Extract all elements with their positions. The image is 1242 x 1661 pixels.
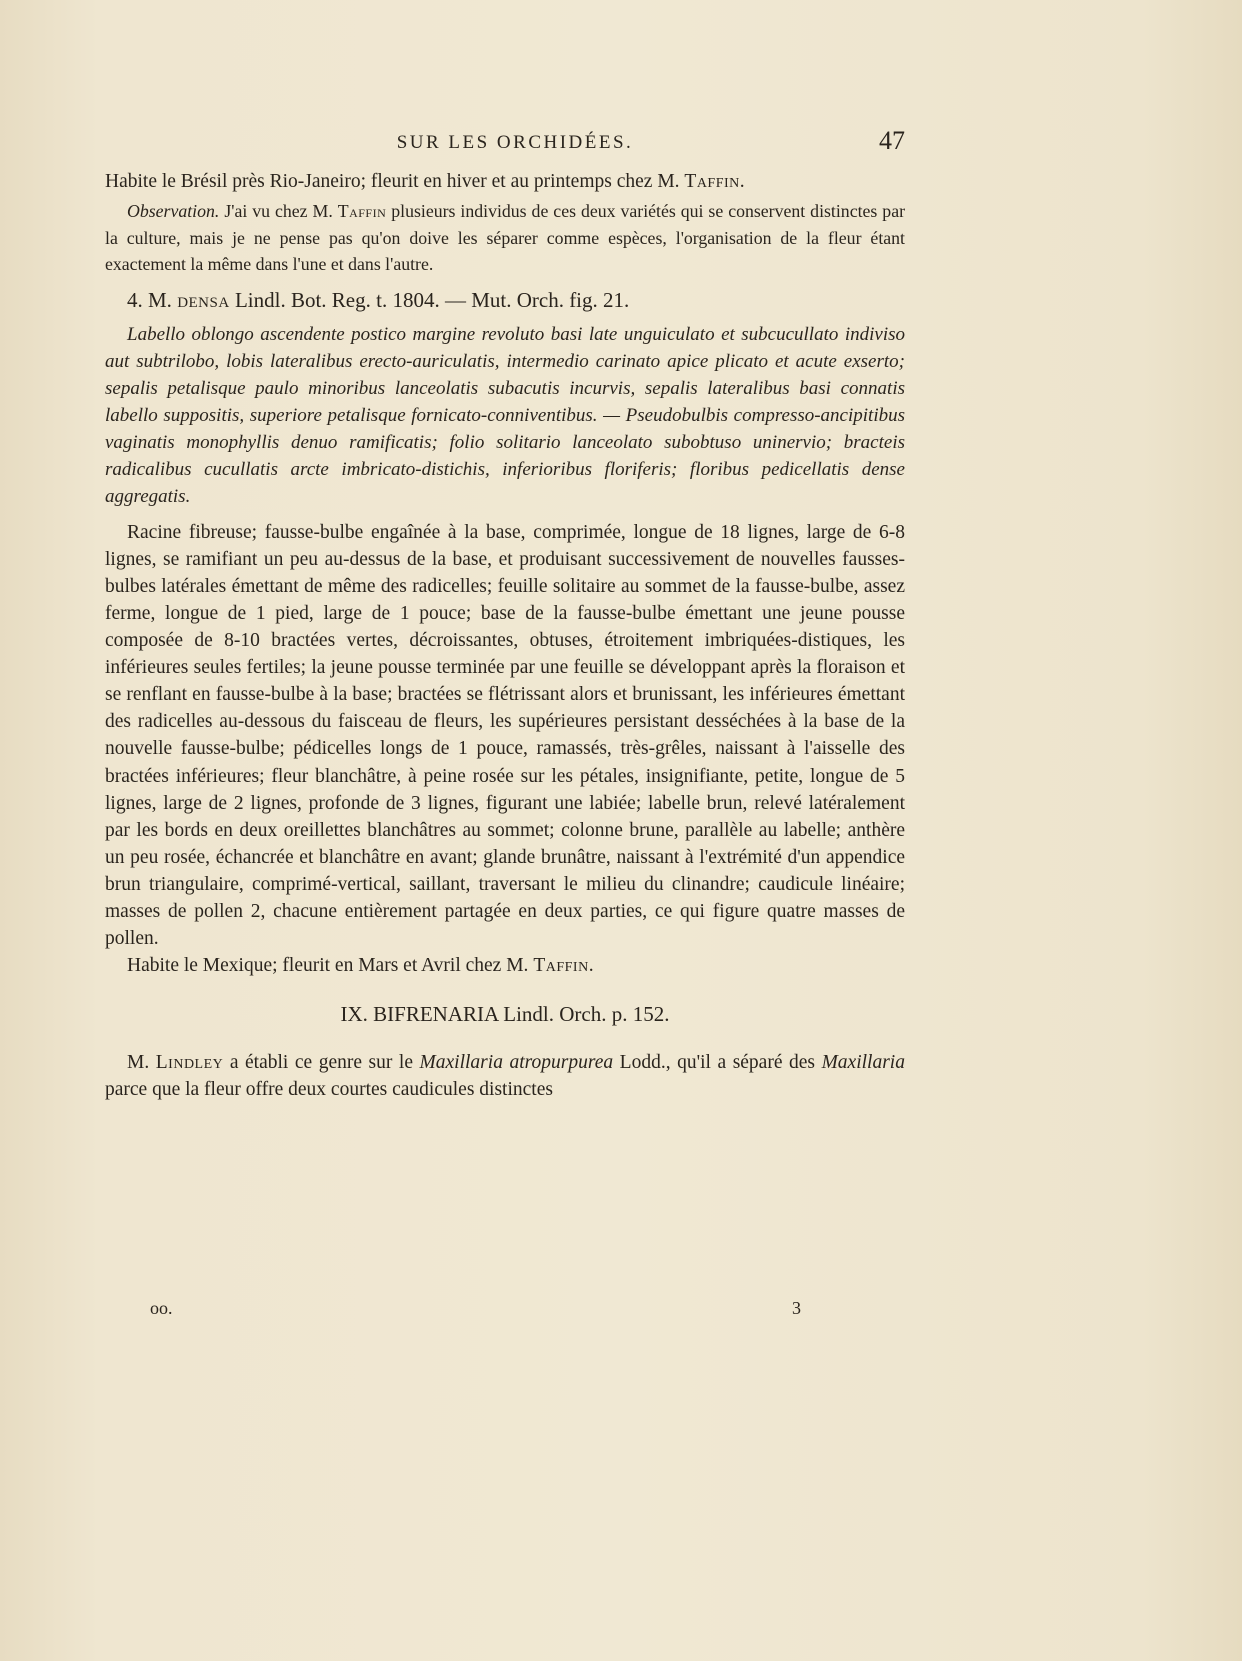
- running-head: SUR LES ORCHIDÉES.: [396, 132, 634, 153]
- page-number: 47: [879, 126, 905, 155]
- page-footer: [105, 1298, 905, 1326]
- genus-heading: IX. BIFRENARIA Lindl. Orch. p. 152.: [340, 1002, 670, 1027]
- gathering-number: 3: [792, 1298, 801, 1318]
- signature-mark: oo.: [150, 1298, 173, 1318]
- habitat-paragraph: Habite le Brésil près Rio-Janeiro; fleurit en hiver et au printemps chez M. Taffin.: [105, 171, 745, 192]
- body-text: [105, 168, 905, 1103]
- habitat-paragraph-2: Habite le Mexique; fleurit en Mars et Avril chez M. Taffin.: [127, 955, 594, 977]
- latin-description: Labello oblongo ascendente postico margine revoluto basi late unguiculato et subcucullato indiviso aut subtrilobo, lobis lateralibus erecto-auriculatis, intermedio carinato apice plicato et acute exserto; sepalis petalisque paulo minoribus lanceolatis subacutis incurvis, sepalis lateralibus basi connatis labello suppositis, superiore petalisque fornicato-conniventibus. — Pseudobulbis compresso-ancipitibus vaginatis monophyllis denuo ramificatis; folio solitario lanceolato subobtuso uninervio; bracteis radicalibus cucullatis arcte imbricato-distichis, inferioribus floriferis; floribus pedicellatis dense aggregatis.: [105, 323, 905, 507]
- page-header: [105, 126, 925, 160]
- observation-label: Observation.: [127, 201, 220, 222]
- genus-intro-paragraph: M. Lindley a établi ce genre sur le Maxillaria atropurpurea Lodd., qu'il a séparé des Maxillaria parce que la fleur offre deux courtes caudicules distinctes: [105, 1051, 905, 1100]
- observation-paragraph: Observation. J'ai vu chez M. Taffin plusieurs individus de ces deux variétés qui se conservent distinctes par la culture, mais je ne pense pas qu'on doive les séparer comme espèces, l'organisation de la fleur étant exactement la même dans l'une et dans l'autre.: [105, 201, 906, 275]
- species-heading: 4. M. densa Lindl. Bot. Reg. t. 1804. — Mut. Orch. fig. 21.: [127, 287, 630, 312]
- french-description: Racine fibreuse; fausse-bulbe engaînée à la base, comprimée, longue de 18 lignes, large de 6-8 lignes, se ramifiant un peu au-dessus de la base, et produisant successivement de nouvelles fausses-bulbes latérales émettant de même des radicelles; feuille solitaire au sommet de la fausse-bulbe, assez ferme, longue de 1 pied, large de 1 pouce; base de la fausse-bulbe émettant une jeune pousse composée de 8-10 bractées vertes, décroissantes, obtuses, étroitement imbriquées-distiques, les inférieures seules fertiles; la jeune pousse terminée par une feuille se développant après la floraison et se renflant en fausse-bulbe à la base; bractées se flétrissant alors et brunissant, les inférieures émettant des radicelles au-dessous du faisceau de fleurs, les supérieures persistant desséchées à la base de la nouvelle fausse-bulbe; pédicelles longs de 1 pouce, ramassés, très-grêles, naissant à l'aisselle des bractées inférieures; fleur blanchâtre, à peine rosée sur les pétales, insignifiante, petite, longue de 5 lignes, large de 2 lignes, profonde de 3 lignes, figurant une labiée; labelle brun, relevé latéralement par les bords en deux oreillettes blanchâtres au sommet; colonne brune, parallèle au labelle; anthère un peu rosée, échancrée et blanchâtre en avant; glande brunâtre, naissant à l'extrémité d'un appendice brun triangulaire, comprimé-vertical, saillant, traversant le milieu du clinandre; caudicule linéaire; masses de pollen 2, chacune entièrement partagée en deux parties, ce qui figure quatre masses de pollen.: [105, 521, 905, 950]
